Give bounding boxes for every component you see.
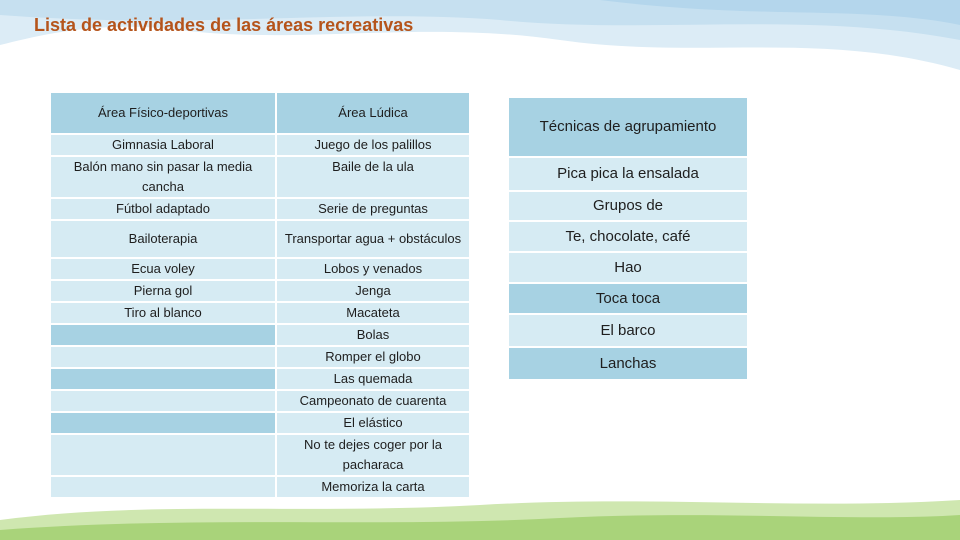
header-grouping-techniques: Técnicas de agrupamiento bbox=[508, 97, 748, 157]
table-cell bbox=[50, 346, 276, 368]
table-row bbox=[50, 434, 470, 476]
page-title: Lista de actividades de las áreas recreativas bbox=[34, 15, 414, 35]
table-row bbox=[508, 283, 748, 314]
table-cell: Fútbol adaptado bbox=[50, 198, 276, 220]
table-cell: Pierna gol bbox=[50, 280, 276, 302]
table-cell: Las quemada bbox=[276, 368, 470, 390]
table-row bbox=[50, 302, 470, 324]
table-row bbox=[50, 134, 470, 156]
table-cell: Serie de preguntas bbox=[276, 198, 470, 220]
table-cell: Tiro al blanco bbox=[50, 302, 276, 324]
table-row bbox=[50, 324, 470, 346]
table-cell: Grupos de bbox=[508, 191, 748, 221]
table-row bbox=[508, 157, 748, 191]
table-cell: Juego de los palillos bbox=[276, 134, 470, 156]
table-cell: Memoriza la carta bbox=[276, 476, 470, 498]
table-cell bbox=[50, 390, 276, 412]
recreational-areas-table bbox=[49, 91, 471, 499]
table-cell: Transportar agua + obstáculos bbox=[276, 220, 470, 258]
table-cell: Bolas bbox=[276, 324, 470, 346]
table-cell: Te, chocolate, café bbox=[508, 221, 748, 252]
table-cell: Macateta bbox=[276, 302, 470, 324]
grouping-techniques-table bbox=[507, 96, 749, 381]
table-row bbox=[50, 412, 470, 434]
table-cell: Jenga bbox=[276, 280, 470, 302]
table-cell: Baile de la ula bbox=[276, 156, 470, 198]
table-cell: Romper el globo bbox=[276, 346, 470, 368]
table-row bbox=[50, 346, 470, 368]
table-cell bbox=[50, 476, 276, 498]
table-header-row bbox=[50, 92, 470, 134]
table-row bbox=[50, 390, 470, 412]
table-cell bbox=[50, 324, 276, 346]
table-cell: Ecua voley bbox=[50, 258, 276, 280]
table-row bbox=[50, 476, 470, 498]
table-cell: Hao bbox=[508, 252, 748, 283]
table-row bbox=[508, 191, 748, 221]
table-row bbox=[50, 198, 470, 220]
table-row bbox=[508, 252, 748, 283]
table-cell: Lanchas bbox=[508, 347, 748, 380]
table-row bbox=[50, 258, 470, 280]
table-cell: El elástico bbox=[276, 412, 470, 434]
table-row bbox=[50, 280, 470, 302]
header-ludic: Área Lúdica bbox=[276, 92, 470, 134]
table-cell: El barco bbox=[508, 314, 748, 347]
table-row bbox=[50, 368, 470, 390]
table-row bbox=[508, 347, 748, 380]
table-row bbox=[508, 221, 748, 252]
table-cell: Campeonato de cuarenta bbox=[276, 390, 470, 412]
table-cell: Gimnasia Laboral bbox=[50, 134, 276, 156]
table-cell bbox=[50, 368, 276, 390]
table-cell: Pica pica la ensalada bbox=[508, 157, 748, 191]
table-row bbox=[508, 314, 748, 347]
table-row bbox=[50, 156, 470, 198]
table-cell: Lobos y venados bbox=[276, 258, 470, 280]
table-cell: No te dejes coger por la pacharaca bbox=[276, 434, 470, 476]
table-cell bbox=[50, 412, 276, 434]
header-physical-sports: Área Físico-deportivas bbox=[50, 92, 276, 134]
table-cell: Balón mano sin pasar la media cancha bbox=[50, 156, 276, 198]
table-row bbox=[50, 220, 470, 258]
table-cell bbox=[50, 434, 276, 476]
table-cell: Toca toca bbox=[508, 283, 748, 314]
table-header-row bbox=[508, 97, 748, 157]
table-cell: Bailoterapia bbox=[50, 220, 276, 258]
